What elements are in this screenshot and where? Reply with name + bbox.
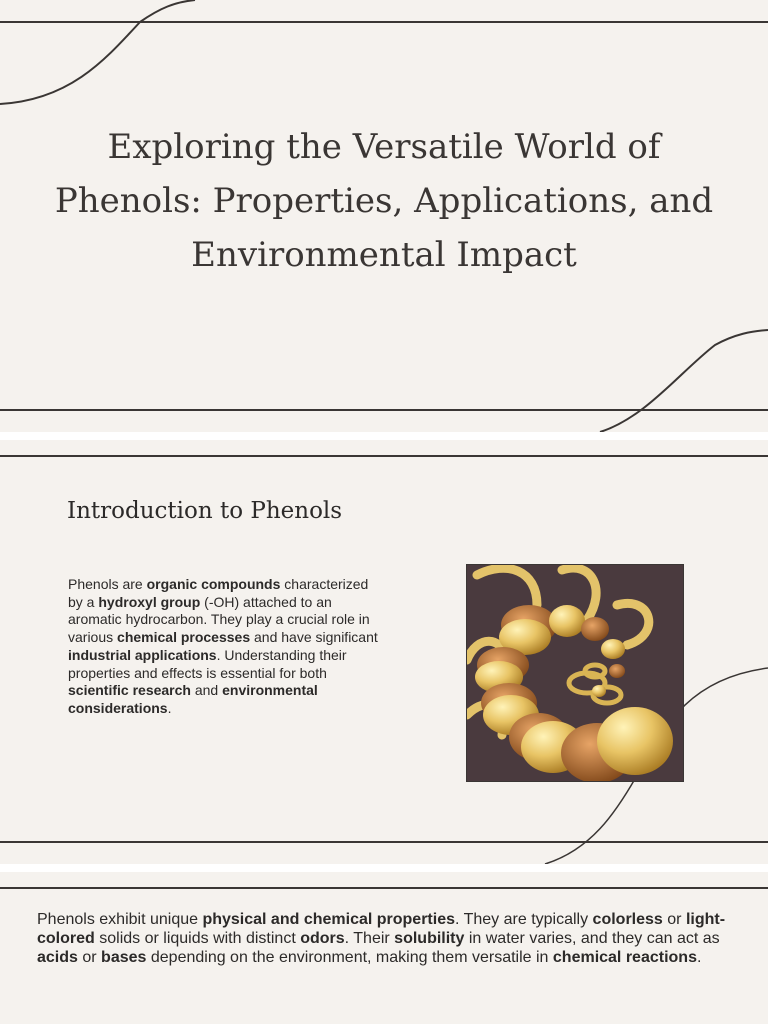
highlight-term: colorless: [592, 911, 663, 928]
highlight-term: physical and chemical properties: [202, 911, 455, 928]
intro-paragraph: Phenols are organic compounds characterized by a hydroxyl group (-OH) attached to an aromatic hydrocarbon. They play a crucial role in various chemical processes and have significant industrial applications. Understanding their properties and effects is essential for both scientific research and environmental considerations.: [68, 576, 378, 716]
highlight-term: hydroxyl group: [98, 593, 201, 610]
properties-paragraph: Phenols exhibit unique physical and chemical properties. They are typically colorless or light-colored solids or liquids with distinct odors. Their solubility in water varies, and they can act as acids or bases depending on the environment, making them versatile in chemical reactions.: [37, 911, 726, 966]
highlight-term: environmental considerations: [68, 682, 318, 716]
highlight-term: light-colored: [37, 911, 726, 947]
highlight-term: organic compounds: [146, 576, 281, 592]
slide-title: Exploring the Versatile World of Phenols: Properties, Applications, and Environmental Impact: [54, 127, 714, 275]
highlight-term: chemical reactions: [552, 949, 697, 966]
highlight-term: acids: [37, 949, 78, 966]
highlight-term: chemical processes: [117, 629, 251, 646]
section-heading: Introduction to Phenols: [67, 498, 343, 524]
gold-rings-illustration: [466, 564, 684, 782]
highlight-term: bases: [101, 949, 147, 966]
properties-slide: [0, 872, 768, 1024]
highlight-term: industrial applications: [68, 646, 217, 663]
highlight-term: scientific research: [68, 682, 191, 699]
highlight-term: odors: [300, 930, 345, 947]
title-slide: [0, 0, 768, 432]
highlight-term: solubility: [394, 930, 465, 947]
introduction-slide: [0, 440, 768, 864]
